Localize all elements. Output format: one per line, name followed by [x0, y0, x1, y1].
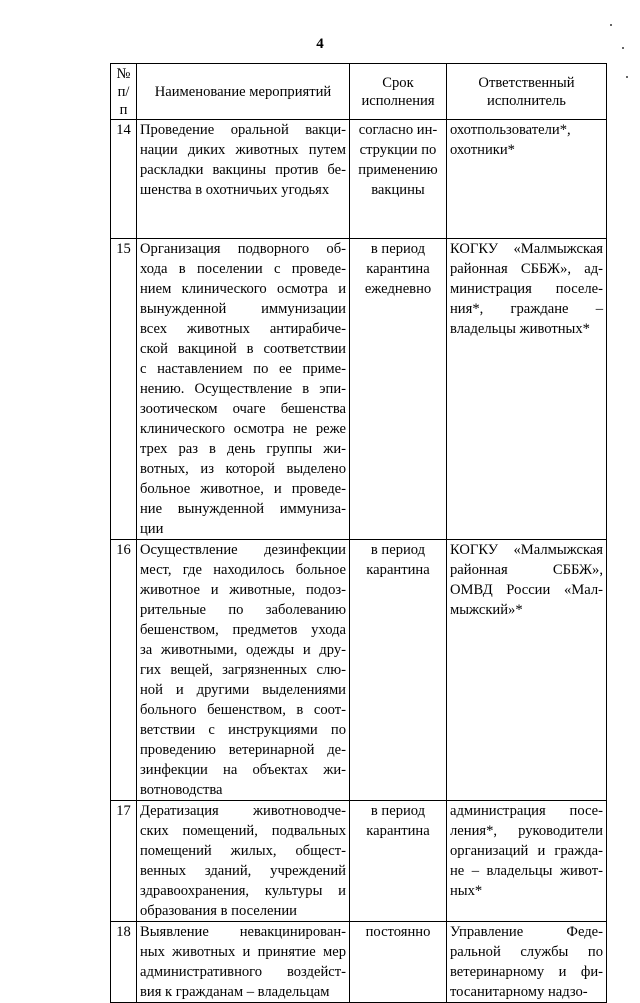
measure-responsible-line: районная СББЖ»,	[450, 562, 603, 578]
measure-name-line: хода в поселении с проведе-	[140, 261, 346, 277]
measure-name-line: вотных, из которой выделено	[140, 461, 346, 477]
measures-table	[110, 63, 607, 1003]
measure-name-line: вия к гражданам – владельцам	[140, 984, 330, 1000]
measure-responsible	[447, 239, 607, 540]
measure-responsible-line: охотпользователи*,	[450, 122, 571, 138]
measure-responsible-line: ных*	[450, 883, 483, 899]
measure-responsible-line: охотники*	[450, 142, 515, 158]
measure-name-line: административного воздейст-	[140, 964, 346, 980]
header-responsible: Ответственный исполнитель	[447, 64, 607, 120]
table-row	[111, 922, 607, 1003]
table-row	[111, 120, 607, 239]
measure-term-line: согласно ин-	[358, 122, 438, 138]
measure-term-line: вакцины	[371, 182, 425, 198]
measure-responsible-line: ления*, руководители	[450, 823, 603, 839]
measure-name-line: всех животных антирабиче-	[140, 321, 346, 337]
measure-responsible-line: ния*, граждане –	[450, 301, 603, 317]
measure-term	[350, 120, 447, 239]
measure-name-line: шенства в охотничьих угодьях	[140, 182, 330, 198]
header-num: № п/п	[111, 64, 137, 120]
measure-name-line: образования в поселении	[140, 903, 297, 919]
row-number: 15	[111, 239, 137, 540]
scan-speck	[610, 24, 612, 26]
measure-term	[350, 540, 447, 801]
measure-responsible-line: ветеринарному и фи-	[450, 964, 603, 980]
measure-name-line: ских помещений, подвальных	[140, 823, 346, 839]
measure-term	[350, 801, 447, 922]
row-number: 18	[111, 922, 137, 1003]
measure-name-line: с наставлением по ее приме-	[140, 361, 346, 377]
measure-name-line: здравоохранения, культуры и	[140, 883, 346, 899]
measure-name-line: Выявление невакцинирован-	[140, 924, 346, 940]
table-header-row	[111, 64, 607, 120]
measure-name	[137, 540, 350, 801]
scan-speck	[626, 76, 628, 78]
measure-name-line: зоотическом очаге бешенства	[140, 401, 346, 417]
measure-responsible	[447, 801, 607, 922]
measure-name	[137, 801, 350, 922]
row-number: 16	[111, 540, 137, 801]
measure-name-line: бешенством, предметов ухода	[140, 622, 346, 638]
measure-responsible	[447, 922, 607, 1003]
measure-name-line: ской вакциной в соответствии	[140, 341, 346, 357]
measure-responsible-line: администрация посе-	[450, 803, 603, 819]
measure-responsible-line: не – владельцы живот-	[450, 863, 603, 879]
measure-name-line: рительные по заболеванию	[140, 602, 346, 618]
measure-responsible	[447, 540, 607, 801]
measure-responsible	[447, 120, 607, 239]
measure-responsible-line: КОГКУ «Малмыжская	[450, 542, 603, 558]
measure-name	[137, 120, 350, 239]
measure-name-line: раскладки вакцины против бе-	[140, 162, 346, 178]
page-number: 4	[316, 36, 324, 52]
measure-name-line: Осуществление дезинфекции	[140, 542, 346, 558]
measure-name	[137, 239, 350, 540]
measure-name-line: гих вещей, загрязненных слю-	[140, 662, 346, 678]
measure-responsible-line: районная СББЖ», ад-	[450, 261, 603, 277]
measure-name-line: животное и животные, подоз-	[140, 582, 346, 598]
measure-name-line: Дератизация животноводче-	[140, 803, 346, 819]
measure-responsible-line: ОМВД России «Мал-	[450, 582, 603, 598]
measure-term-line: постоянно	[365, 924, 431, 940]
measure-term	[350, 239, 447, 540]
measure-name-line: ной и другими выделениями	[140, 682, 346, 698]
measure-responsible-line: ральной службы по	[450, 944, 603, 960]
header-term: Срок исполнения	[350, 64, 447, 120]
measure-term-line: карантина	[366, 562, 430, 578]
measure-name-line: вотноводства	[140, 782, 223, 798]
row-number: 14	[111, 120, 137, 239]
measure-name-line: ветствии с инструкциями по	[140, 722, 346, 738]
measure-name-line: проведению ветеринарной де-	[140, 742, 346, 758]
header-name: Наименование мероприятий	[137, 64, 350, 120]
measure-name-line: ние вынужденной иммуниза-	[140, 501, 346, 517]
measure-name	[137, 922, 350, 1003]
measure-name-line: клинического осмотра не реже	[140, 421, 346, 437]
measure-name-line: вынужденной иммунизации	[140, 301, 346, 317]
measure-name-line: нению. Осуществление в эпи-	[140, 381, 346, 397]
measure-term-line: карантина	[366, 261, 430, 277]
measure-responsible-line: организаций и гражда-	[450, 843, 603, 859]
measure-responsible-line: мыжский»*	[450, 602, 523, 618]
table-row	[111, 239, 607, 540]
measure-name-line: помещений жилых, общест-	[140, 843, 346, 859]
measure-responsible-line: Управление Феде-	[450, 924, 603, 940]
measure-name-line: трех раз в день группы жи-	[140, 441, 346, 457]
measure-responsible-line: владельцы животных*	[450, 321, 590, 337]
measure-name-line: мест, где находилось больное	[140, 562, 346, 578]
measure-term	[350, 922, 447, 1003]
measure-responsible-line: тосанитарному надзо-	[450, 984, 588, 1000]
measure-name-line: больное животное, и проведе-	[140, 481, 346, 497]
measure-term-line: в период	[370, 241, 426, 257]
measure-name-line: нации диких животных путем	[140, 142, 346, 158]
measure-name-line: зинфекции на объектах жи-	[140, 762, 346, 778]
measure-term-line: ежедневно	[364, 281, 432, 297]
measure-name-line: нием клинического осмотра и	[140, 281, 346, 297]
row-number: 17	[111, 801, 137, 922]
measure-name-line: Проведение оральной вакци-	[140, 122, 346, 138]
table-row	[111, 801, 607, 922]
measure-name-line: венных зданий, учреждений	[140, 863, 346, 879]
measure-term-line: в период	[370, 803, 426, 819]
measure-name-line: Организация подворного об-	[140, 241, 346, 257]
measure-term-line: карантина	[366, 823, 430, 839]
measure-name-line: больного бешенством, в соот-	[140, 702, 346, 718]
measure-term-line: в период	[370, 542, 426, 558]
measure-name-line: за животными, одежды и дру-	[140, 642, 346, 658]
table-row	[111, 540, 607, 801]
scan-speck	[622, 47, 624, 49]
measure-name-line: ции	[140, 521, 164, 537]
measure-name-line: ных животных и принятие мер	[140, 944, 346, 960]
measure-term-line: струкции по	[359, 142, 437, 158]
measure-responsible-line: министрация поселе-	[450, 281, 603, 297]
measure-responsible-line: КОГКУ «Малмыжская	[450, 241, 603, 257]
measure-term-line: применению	[358, 162, 438, 178]
